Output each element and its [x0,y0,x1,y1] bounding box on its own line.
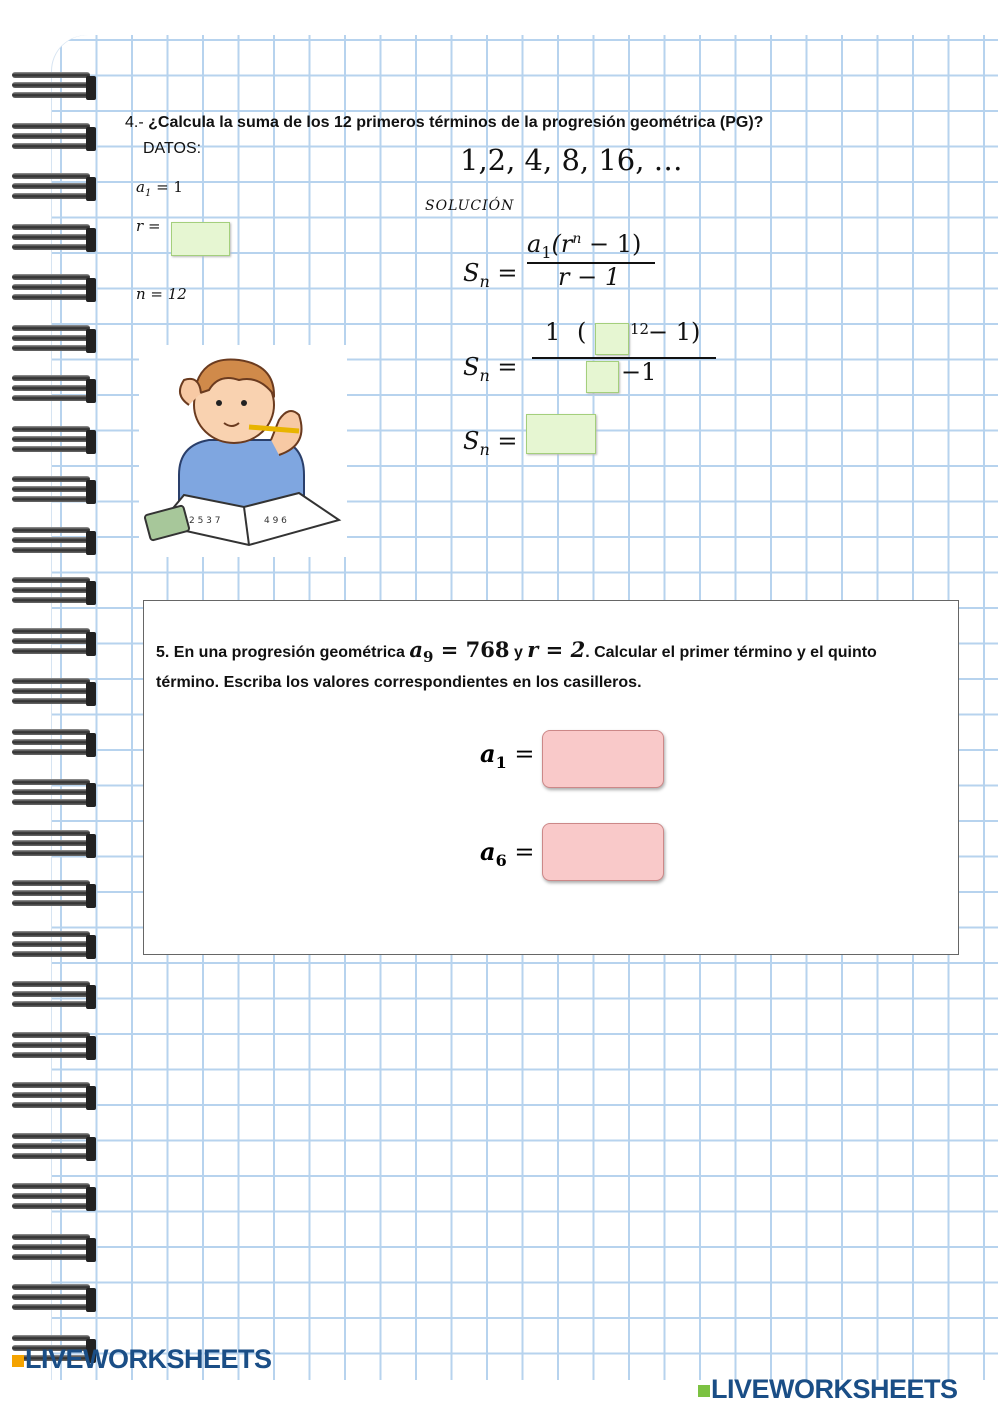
spiral-ring [8,676,96,710]
step2-exponent: 12 [630,320,650,338]
logo-block-icon [698,1385,710,1397]
student-illustration [139,345,347,557]
spiral-ring [8,1232,96,1266]
liveworksheets-logo-right: LIVEWORKSHEETS [698,1374,958,1405]
spiral-ring [8,272,96,306]
spiral-ring [8,575,96,609]
step2-sn-label: $S_n$ = [463,353,518,385]
spiral-ring [8,979,96,1013]
r-value: r = 2 [527,637,586,662]
step2-one: 1 [545,318,561,346]
datos-r-label: r = [136,217,161,235]
result-sn-label: $S_n$ = [463,427,518,459]
spiral-ring [8,828,96,862]
datos-n: n = 12 [136,285,187,303]
question-5-box [143,600,959,955]
spiral-ring [8,929,96,963]
sn-result-input[interactable] [526,414,596,454]
liveworksheets-logo-left: LIVEWORKSHEETS [12,1344,272,1375]
svg-text:4 9 6: 4 9 6 [264,516,287,526]
a6-answer-input[interactable] [542,823,664,881]
logo-block-icon [12,1355,24,1367]
a1-label: $a_1$ = [480,739,535,772]
spiral-ring [8,373,96,407]
spiral-ring [8,1282,96,1316]
step2-base-input[interactable] [595,323,629,355]
step2-den-tail: −1 [621,358,657,386]
r-answer-input[interactable] [171,222,230,256]
spiral-ring [8,70,96,104]
spiral-ring [8,727,96,761]
step2-paren: ( [577,318,587,346]
question-4-number: 4.- [125,114,144,131]
spiral-binding [8,70,100,1360]
solucion-label: SOLUCIÓN [425,198,515,214]
a6-label: $a_6$ = [480,837,535,870]
question-4 [125,114,763,132]
spiral-ring [8,525,96,559]
formula-denominator: r − 1 [558,263,621,291]
step2-r-input[interactable] [586,361,619,393]
step2-tail: − 1) [648,318,701,346]
svg-text:2 5 3 7: 2 5 3 7 [189,516,221,526]
spiral-ring [8,1131,96,1165]
spiral-ring [8,777,96,811]
formula-numerator: $a_1(r^n - 1)$ [527,230,642,262]
formula-sn-label: $S_n$ = [463,259,518,291]
sequence: 1,2, 4, 8, 16, … [460,143,683,177]
a1-answer-input[interactable] [542,730,664,788]
datos-label: DATOS: [143,140,202,157]
spiral-ring [8,424,96,458]
datos-a1: $a_1 = 1$ [136,178,183,199]
question-4-text: ¿Calcula la suma de los 12 primeros términos de la progresión geométrica (PG)? [148,114,764,131]
spiral-ring [8,474,96,508]
spiral-ring [8,121,96,155]
spiral-ring [8,878,96,912]
spiral-ring [8,1080,96,1114]
spiral-ring [8,323,96,357]
spiral-ring [8,222,96,256]
spiral-ring [8,171,96,205]
question-5-text: 5. En una progresión geométrica $a_9 = 768$ y r = 2. Calcular el primer término y el quinto término. Escriba los valores correspondientes en los casilleros. [156,637,877,692]
spiral-ring [8,1181,96,1215]
spiral-ring [8,1030,96,1064]
spiral-ring [8,626,96,660]
a9-symbol: $a_9 = 768$ [409,637,510,667]
